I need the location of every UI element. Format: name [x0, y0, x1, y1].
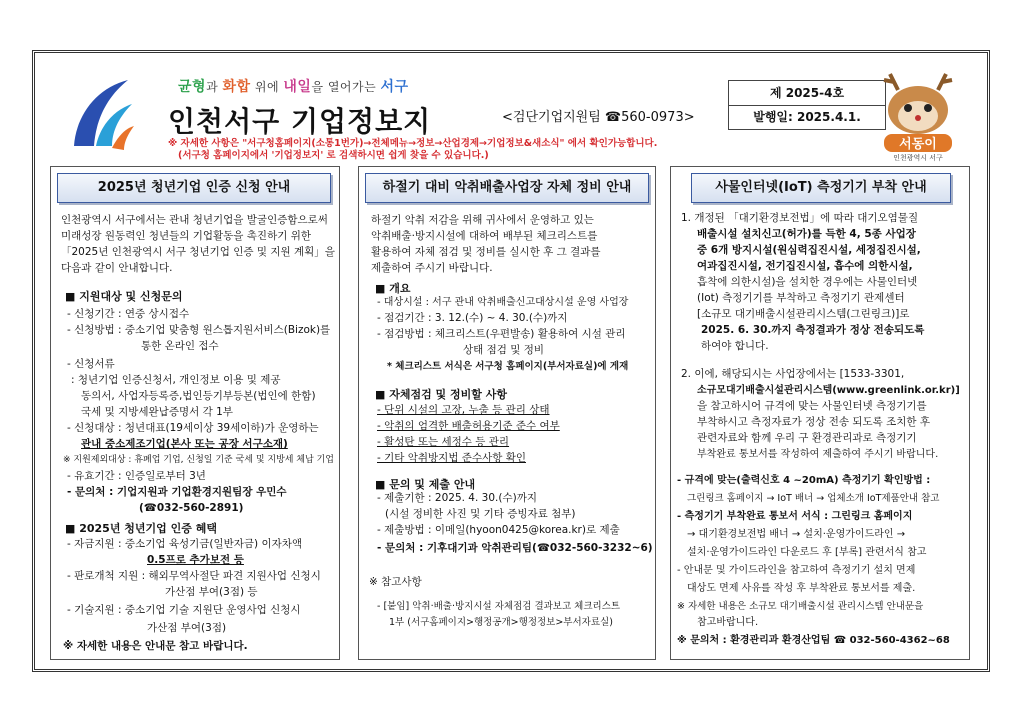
list-item: - 판로개척 지원 : 해외무역사절단 파견 지원사업 신청시 [67, 570, 321, 582]
list-item: (시설 정비한 사진 및 기타 증빙자료 첨부) [385, 508, 576, 520]
mascot-image [870, 70, 966, 162]
list-item: - 점검방법 : 체크리스트(우편발송) 활용하여 시설 관리 [377, 328, 626, 340]
paragraph-line: 흡착에 의한시설)을 설치한 경우에는 사물인터넷 [697, 276, 918, 288]
paragraph-line: 부착완료 통보서를 작성하여 제출하여 주시기 바랍니다. [697, 449, 939, 460]
subsection-heading: ■ 2025년 청년기업 인증 혜택 [65, 522, 217, 535]
paragraph-line: 소규모대기배출시설관리시스템(www.greenlink.or.kr)] [697, 385, 960, 396]
list-item: 통한 온라인 접수 [141, 340, 219, 352]
note: 참고바랍니다. [697, 617, 759, 628]
paragraph-line: 부착하시고 측정자료가 정상 전송 되도록 조치한 후 [697, 416, 931, 428]
seo-gu-logo-icon [66, 76, 136, 154]
paragraph-line: 을 참고하시어 규격에 맞는 사물인터넷 측정기기를 [697, 400, 927, 412]
list-item: → 대기환경보전법 배너 → 설치·운영가이드라인 → [687, 529, 906, 540]
list-item: 설치·운영가이드라인 다운로드 후 [부록] 관련서식 참고 [687, 547, 927, 558]
list-item: 관내 중소제조기업(본사 또는 공장 서구소재) [81, 438, 288, 450]
paragraph-line: 제출하여 주시기 바랍니다. [371, 262, 493, 274]
list-item: 가산점 부여(3점) [147, 622, 227, 634]
list-item: - [붙임] 악취·배출·방지시설 자체점검 결과보고 체크리스트 [377, 601, 621, 612]
list-item: - 점검기간 : 3. 12.(수) ~ 4. 30.(수)까지 [377, 312, 568, 324]
list-item: - 신청방법 : 중소기업 맞춤형 원스톱지원서비스(Bizok)를 [67, 324, 331, 336]
issue-date: 발행일: 2025.4.1. [753, 110, 861, 124]
list-item: 가산점 부여(3점) 등 [165, 586, 258, 598]
youth-company-section [50, 166, 340, 660]
mascot-name: 서동이 [899, 137, 937, 152]
paragraph-line: 미래성장 원동력인 청년들의 기업활동을 촉진하기 위한 [61, 230, 311, 242]
paragraph-line: 관련자료와 함께 우리 구 환경관리과로 측정기기 [697, 432, 917, 444]
list-item: - 규격에 맞는(출력신호 4 ~20mA) 측정기기 확인방법 : [677, 475, 931, 486]
list-item: 국세 및 지방세완납증명서 각 1부 [81, 406, 233, 418]
list-item: - 대상시설 : 서구 관내 악취배출신고대상시설 운영 사업장 [377, 297, 629, 308]
paragraph-line: 하여야 합니다. [701, 340, 769, 352]
list-item: - 기술지원 : 중소기업 기술 지원단 운영사업 신청시 [67, 604, 301, 616]
list-item: - 악취의 엄격한 배출허용기준 준수 여부 [377, 420, 560, 432]
paragraph-line: 2025. 6. 30.까지 측정결과가 정상 전송되도록 [701, 324, 925, 336]
paragraph-line: (Iot) 측정기기를 부착하고 측정기기 관제센터 [697, 292, 905, 304]
contact: ※ 문의처 : 환경관리과 환경산업팀 ☎ 032-560-4362~68 [677, 635, 950, 646]
paragraph-line: 여과집진시설, 전기집진시설, 흡수에 의한시설, [697, 260, 913, 272]
paragraph-line: 「2025년 인천광역시 서구 청년기업 인증 및 지원 계획」을 [61, 246, 335, 258]
paragraph-line: 인천광역시 서구에서는 관내 청년기업을 발굴인증함으로써 [61, 214, 328, 226]
paragraph-line: [소규모 대기배출시설관리시스템(그린링크)]로 [697, 308, 910, 320]
subsection-heading: ■ 지원대상 및 신청문의 [65, 290, 183, 303]
list-item: - 제출방법 : 이메일(hyoon0425@korea.kr)로 제출 [377, 524, 620, 536]
issue-box [728, 80, 886, 130]
masthead [50, 64, 970, 164]
iot-device-section [670, 166, 970, 660]
subsection-heading: ■ 문의 및 제출 안내 [375, 478, 476, 491]
note: ※ 참고사항 [369, 576, 422, 588]
paragraph-line: 배출시설 설치신고(허가)를 득한 4, 5종 사업장 [697, 228, 916, 240]
slogan: 균형과 화합 위에 내일을 열어가는 서구 [178, 79, 409, 95]
list-item: 0.5프로 추가보전 등 [147, 554, 244, 566]
odor-facility-section [358, 166, 656, 660]
contact: - 문의처 : 기업지원과 기업환경지원팀장 우민수 [67, 486, 287, 498]
list-item: - 활성탄 또는 세정수 등 관리 [377, 436, 510, 448]
list-item: 동의서, 사업자등록증,법인등기부등본(법인에 한함) [81, 390, 316, 402]
list-item: - 안내문 및 가이드라인을 참고하여 측정기기 설치 면제 [677, 565, 916, 576]
paragraph-line: 활용하여 자체 점검 및 정비를 실시한 후 그 결과를 [371, 246, 601, 258]
list-item: - 측정기기 부착완료 통보서 서식 : 그린링크 홈페이지 [677, 511, 913, 522]
section-heading: 사물인터넷(IoT) 측정기기 부착 안내 [691, 173, 951, 203]
contact-phone: (☎032-560-2891) [139, 502, 244, 514]
list-item: - 신청대상 : 청년대표(19세이상 39세이하)가 운영하는 [67, 422, 319, 434]
note: ※ 자세한 내용은 소규모 대기배출시설 관리시스템 안내문을 [677, 601, 924, 612]
note: * 체크리스트 서식은 서구청 홈페이지(부서자료실)에 게재 [387, 361, 629, 372]
list-item: - 신청서류 [67, 358, 115, 370]
paragraph-line: 중 6개 방지시설(원심력집진시설, 세정집진시설, [697, 244, 921, 256]
paragraph-line: 하절기 악취 저감을 위해 귀사에서 운영하고 있는 [371, 214, 594, 226]
list-item: - 제출기한 : 2025. 4. 30.(수)까지 [377, 492, 537, 504]
list-item: - 신청기간 : 연중 상시접수 [67, 308, 190, 320]
list-item: - 단위 시설의 고장, 누출 등 관리 상태 [377, 404, 550, 416]
list-item: - 기타 악취방지법 준수사항 확인 [377, 452, 526, 464]
paragraph-line: 다음과 같이 안내합니다. [61, 262, 173, 274]
note: ※ 지원제외대상 : 휴폐업 기업, 신청일 기준 국세 및 지방세 체납 기업 [63, 455, 334, 465]
subsection-heading: ■ 개요 [375, 282, 411, 295]
list-item: - 자금지원 : 중소기업 육성기금(일반자금) 이자차액 [67, 538, 303, 550]
list-item: 상태 점검 및 정비 [463, 344, 545, 356]
list-item: 1부 (서구홈페이지>행정공개>행정정보>부서자료실) [389, 617, 613, 628]
contact: - 문의처 : 기후대기과 악취관리팀(☎032-560-3232~6) [377, 542, 653, 554]
paragraph-line: 악취배출·방지시설에 대하여 배부된 체크리스트를 [371, 230, 598, 242]
header-notice: ※ 자세한 사항은 "서구청홈페이지(소통1번가)→전체메뉴→정보→산업경제→기업정보&새소식" 에서 확인가능합니다. (서구청 홈페이지에서 '기업정보지' 로 검색하시면 쉽게 찾을 수 있습니다.) [168, 138, 658, 161]
list-item: - 유효기간 : 인증일로부터 3년 [67, 470, 206, 482]
section-heading: 2025년 청년기업 인증 신청 안내 [57, 173, 331, 203]
page-title: 인천서구 기업정보지 [168, 105, 432, 138]
mascot-subtitle: 인천광역시 서구 [893, 154, 943, 162]
issue-number: 제 2025-4호 [729, 84, 885, 106]
paragraph-line: 1. 개정된 「대기환경보전법」에 따라 대기오염물질 [681, 212, 919, 224]
note: ※ 자세한 내용은 안내문 참고 바랍니다. [63, 640, 248, 652]
list-item: : 청년기업 인증신청서, 개인정보 이용 및 제공 [71, 374, 281, 386]
list-item: 대상도 면제 사유를 작성 후 부착완료 통보서를 제출. [687, 583, 916, 594]
section-heading: 하절기 대비 악취배출사업장 자체 정비 안내 [365, 173, 649, 203]
subsection-heading: ■ 자체점검 및 정비할 사항 [375, 388, 507, 401]
list-item: 그린링크 홈페이지 → IoT 배너 → 업체소개 IoT제품안내 참고 [687, 493, 940, 504]
team-contact: <검단기업지원팀 ☎560-0973> [502, 110, 695, 125]
paragraph-line: 2. 이에, 해당되시는 사업장에서는 [1533-3301, [681, 368, 905, 380]
